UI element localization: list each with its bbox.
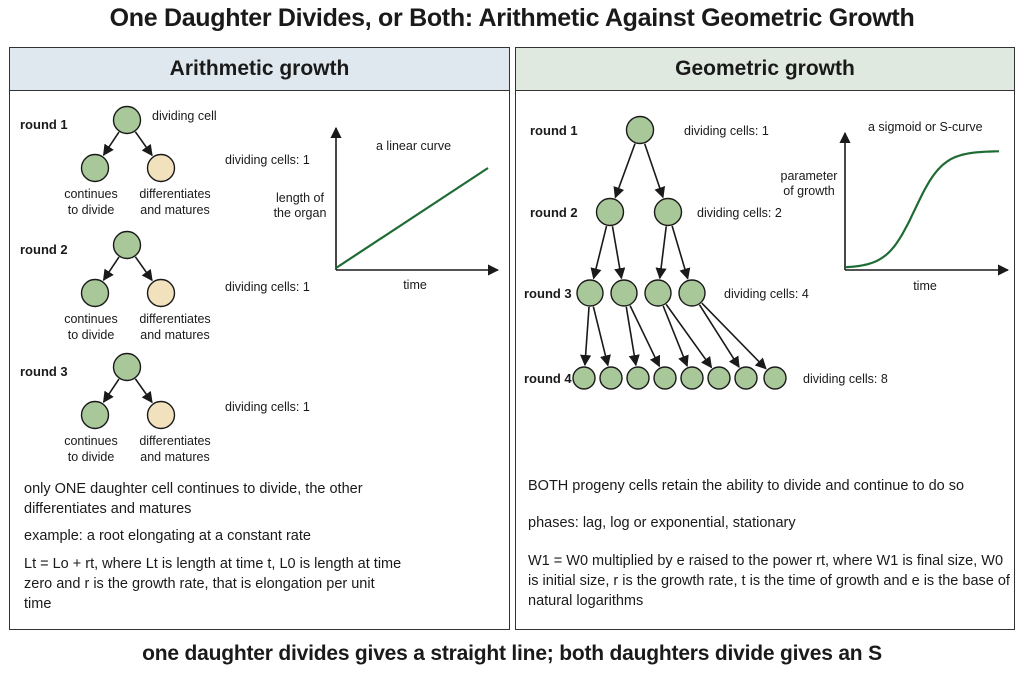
daughter-label: continues	[64, 312, 118, 326]
division-arrow	[660, 226, 666, 278]
y-axis-label: parameter	[780, 169, 838, 183]
dividing-cell	[655, 199, 682, 226]
round-label: round 1	[20, 117, 68, 132]
division-arrow	[594, 226, 607, 278]
daughter-label: and matures	[140, 450, 210, 464]
arithmetic-lineage-diagram	[20, 107, 310, 465]
division-arrow	[104, 257, 119, 280]
round-label: round 2	[20, 242, 68, 257]
division-arrow	[135, 132, 152, 156]
division-arrow	[104, 132, 119, 155]
geometric-note-definition: BOTH progeny cells retain the ability to divide and continue to do so	[528, 478, 965, 494]
division-arrow	[135, 379, 152, 403]
differentiating-daughter-cell	[148, 280, 175, 307]
parent-dividing-cell	[114, 107, 141, 134]
daughter-label: to divide	[67, 203, 115, 217]
dividing-cell	[679, 280, 705, 306]
continuing-daughter-cell	[82, 155, 109, 182]
differentiating-daughter-cell	[148, 155, 175, 182]
division-arrow	[615, 144, 635, 198]
division-arrow	[593, 307, 608, 366]
dividing-cell	[708, 367, 730, 389]
y-axis-label: length of	[276, 191, 324, 205]
dividing-cell	[735, 367, 757, 389]
dividing-cell-count: dividing cells: 4	[724, 287, 809, 301]
arithmetic-note-example: example: a root elongating at a constant rate	[24, 528, 311, 544]
arithmetic-heading: Arithmetic growth	[10, 48, 509, 91]
geometric-note-phases: phases: lag, log or exponential, stationary	[528, 515, 796, 531]
daughter-label: and matures	[140, 328, 210, 342]
round-label: round 3	[524, 286, 572, 301]
continuing-daughter-cell	[82, 280, 109, 307]
daughter-label: to divide	[67, 328, 115, 342]
dividing-cell	[764, 367, 786, 389]
division-arrow	[672, 226, 688, 279]
dividing-cell	[600, 367, 622, 389]
daughter-label: and matures	[140, 203, 210, 217]
dividing-cell-count: dividing cells: 1	[225, 153, 310, 167]
daughter-label: differentiates	[139, 187, 211, 201]
dividing-cell	[627, 367, 649, 389]
dividing-cell-count: dividing cells: 1	[225, 280, 310, 294]
dividing-cell-count: dividing cells: 1	[225, 400, 310, 414]
dividing-cell	[681, 367, 703, 389]
division-arrow	[135, 257, 152, 281]
daughter-label: to divide	[67, 450, 115, 464]
linear-curve	[336, 168, 488, 268]
daughter-label: differentiates	[139, 434, 211, 448]
round-label: round 1	[530, 123, 578, 138]
sigmoid-curve	[846, 151, 999, 267]
differentiating-daughter-cell	[148, 402, 175, 429]
dividing-cell	[645, 280, 671, 306]
arithmetic-note-equation: Lt = Lo + rt, where Lt is length at time t, L0 is length at time zero and r is the growth rate, that is elongation per unit time	[24, 556, 402, 612]
y-axis-label: the organ	[273, 206, 327, 220]
daughter-label: continues	[64, 434, 118, 448]
dividing-cell	[573, 367, 595, 389]
x-axis-label: time	[913, 279, 937, 293]
dividing-cell-count: dividing cells: 8	[803, 372, 888, 386]
division-arrow	[663, 306, 687, 366]
round-label: round 3	[20, 364, 68, 379]
dividing-cell-count: dividing cells: 2	[697, 206, 782, 220]
dividing-cell	[627, 117, 654, 144]
arithmetic-note-definition: only ONE daughter cell continues to divide, the other differentiates and matures	[24, 481, 363, 517]
division-arrow	[645, 144, 663, 198]
parent-dividing-cell	[114, 354, 141, 381]
division-arrow	[612, 226, 621, 278]
dividing-cell	[577, 280, 603, 306]
geometric-graph	[781, 120, 1008, 293]
dividing-cell	[654, 367, 676, 389]
parent-dividing-cell	[114, 232, 141, 259]
geometric-lineage-diagram	[524, 117, 888, 390]
figure-footer: one daughter divides gives a straight line; both daughters divide gives an S	[142, 642, 882, 665]
daughter-label: differentiates	[139, 312, 211, 326]
y-axis-label: of growth	[783, 184, 835, 198]
curve-label: a linear curve	[376, 139, 452, 153]
geometric-heading: Geometric growth	[516, 48, 1014, 91]
figure-title: One Daughter Divides, or Both: Arithmetic Against Geometric Growth	[109, 4, 915, 32]
dividing-cell	[597, 199, 624, 226]
continuing-daughter-cell	[82, 402, 109, 429]
curve-label: a sigmoid or S-curve	[868, 120, 983, 134]
division-arrow	[585, 307, 589, 365]
dividing-cell-count: dividing cells: 1	[684, 124, 769, 138]
round-label: round 4	[524, 371, 572, 386]
dividing-cell	[611, 280, 637, 306]
round-label: round 2	[530, 205, 578, 220]
geometric-note-equation: W1 = W0 multiplied by e raised to the power rt, where W1 is final size, W0 is initial size, r is the growth rate, t is the time of growth and e is the base of natural logarithms	[528, 553, 1010, 609]
parent-label: dividing cell	[152, 109, 217, 123]
division-arrow	[104, 379, 119, 402]
daughter-label: continues	[64, 187, 118, 201]
x-axis-label: time	[403, 278, 427, 292]
